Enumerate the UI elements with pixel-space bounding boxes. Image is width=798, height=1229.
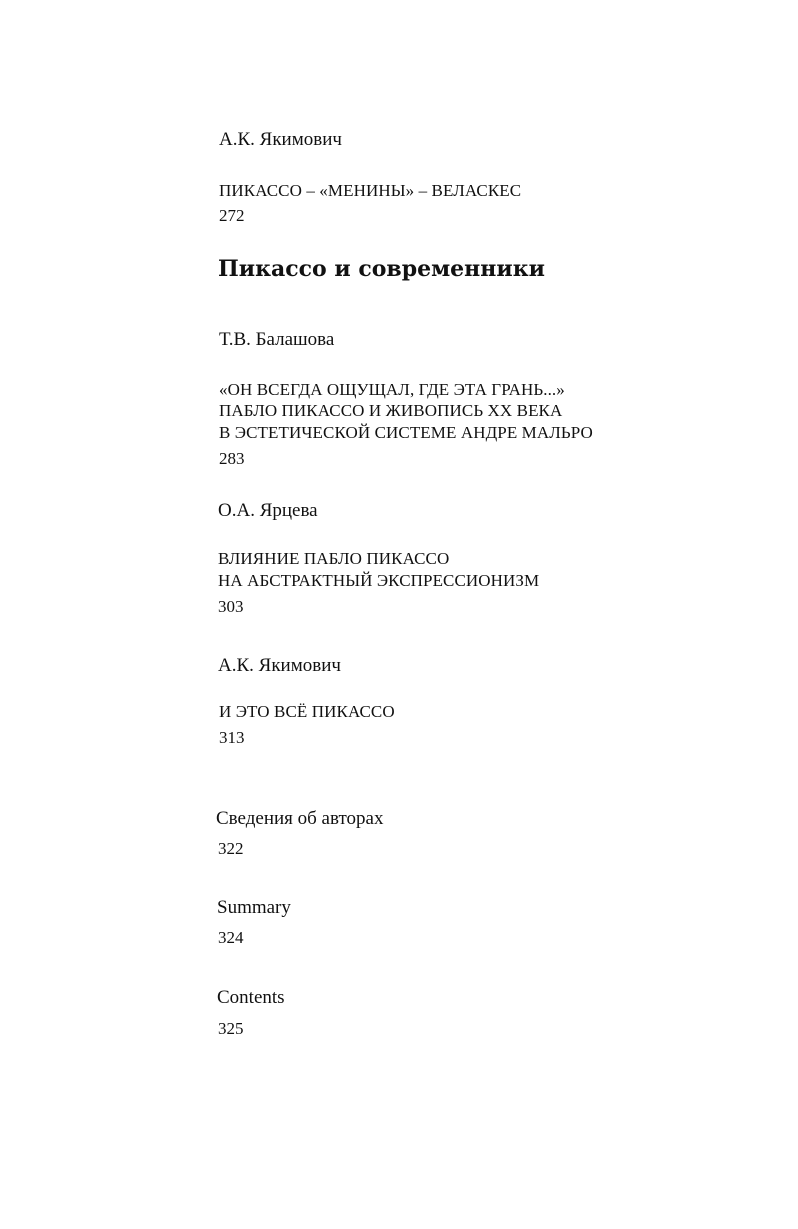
entry-page-number: 283 — [219, 449, 245, 468]
authors-info-label: Сведения об авторах — [216, 808, 384, 829]
entry-title-line: В ЭСТЕТИЧЕСКОЙ СИСТЕМЕ АНДРЕ МАЛЬРО — [219, 423, 593, 442]
entry-title-line: ВЛИЯНИЕ ПАБЛО ПИКАССО — [218, 549, 450, 568]
contents-page-number: 325 — [218, 1019, 244, 1038]
entry-author: А.К. Якимович — [218, 655, 341, 676]
entry-page-number: 272 — [219, 206, 245, 225]
entry-title: ПИКАССО – «МЕНИНЫ» – ВЕЛАСКЕС — [219, 181, 522, 200]
contents-label: Contents — [217, 987, 285, 1008]
entry-author: Т.В. Балашова — [219, 329, 335, 350]
section-heading: Пикассо и современники — [218, 256, 545, 282]
summary-label: Summary — [217, 897, 291, 918]
entry-title-line: НА АБСТРАКТНЫЙ ЭКСПРЕССИОНИЗМ — [218, 571, 540, 590]
summary-page-number: 324 — [218, 928, 244, 947]
entry-title: И ЭТО ВСЁ ПИКАССО — [219, 702, 395, 721]
entry-author: А.К. Якимович — [219, 129, 342, 150]
entry-page-number: 303 — [218, 597, 244, 616]
authors-info-page-number: 322 — [218, 839, 244, 858]
entry-author: О.А. Ярцева — [218, 500, 318, 521]
entry-title-line: ПАБЛО ПИКАССО И ЖИВОПИСЬ XX ВЕКА — [219, 401, 563, 420]
entry-title-line: «ОН ВСЕГДА ОЩУЩАЛ, ГДЕ ЭТА ГРАНЬ...» — [219, 380, 565, 399]
entry-page-number: 313 — [219, 728, 245, 747]
